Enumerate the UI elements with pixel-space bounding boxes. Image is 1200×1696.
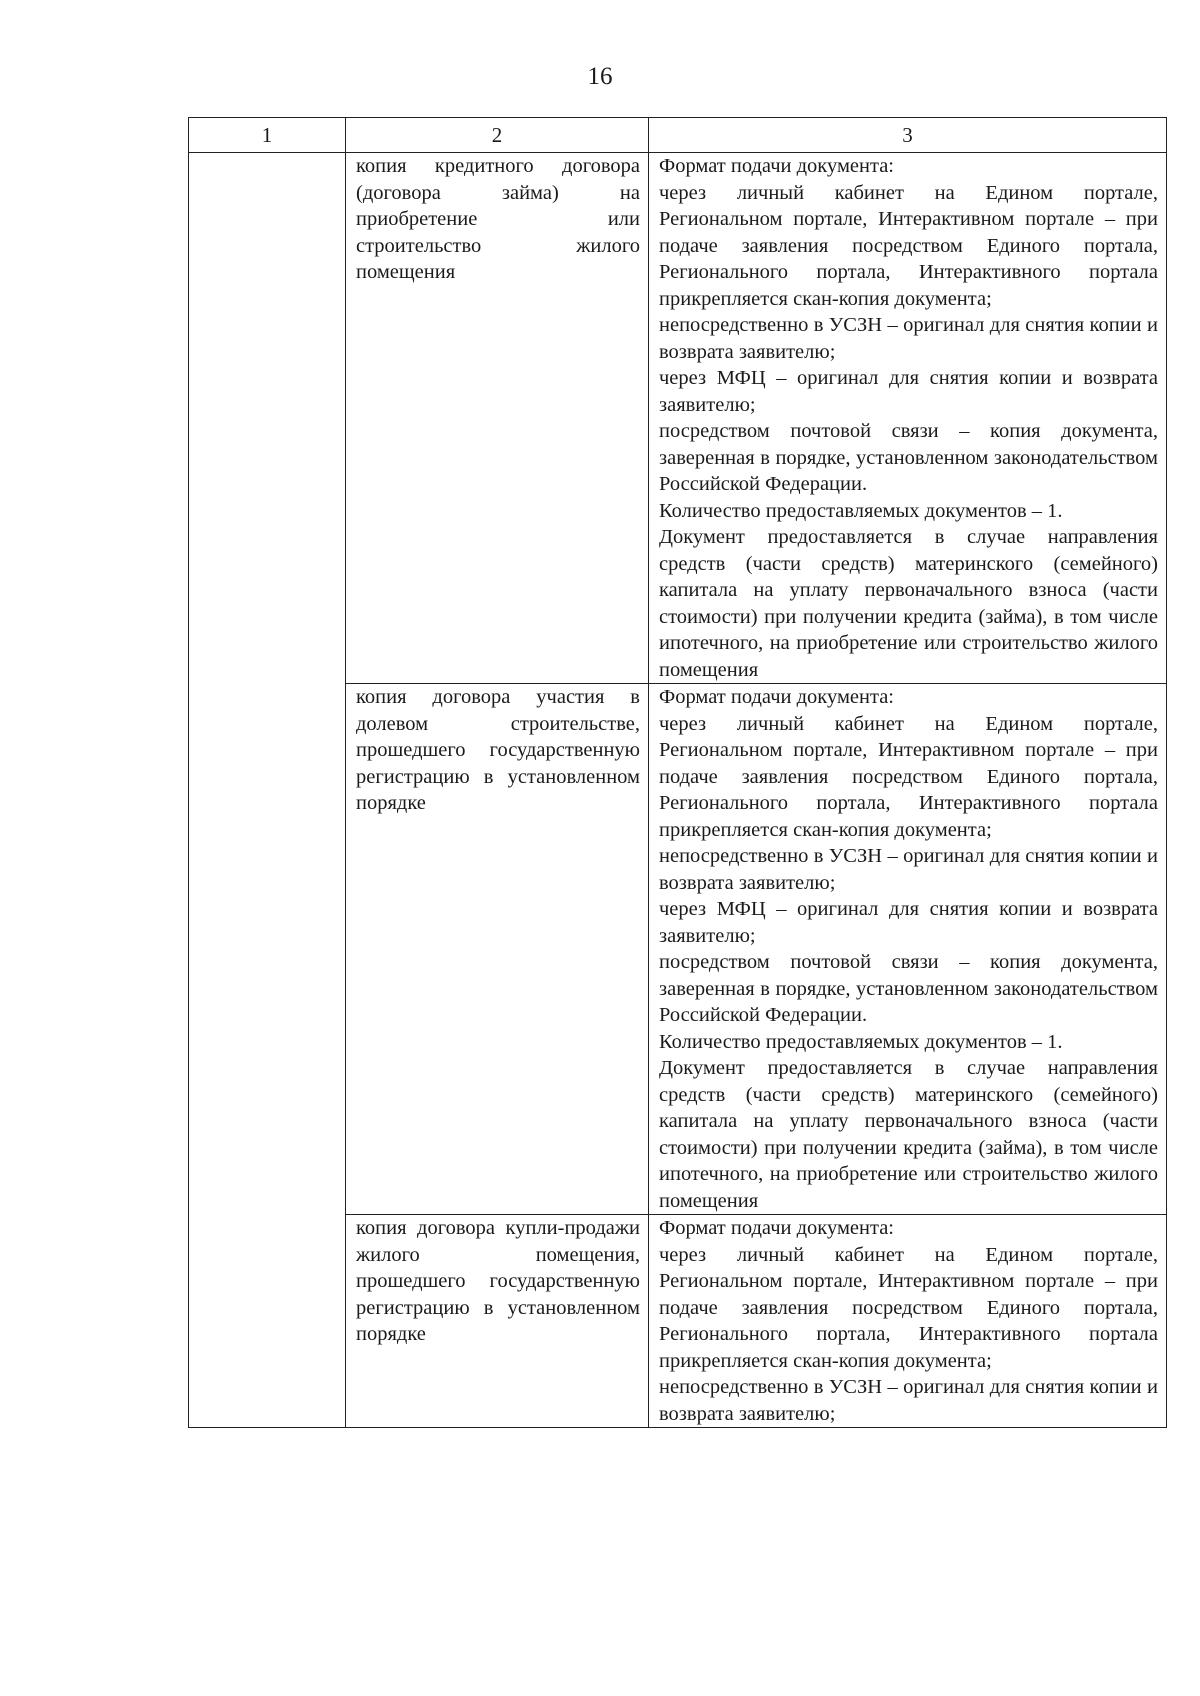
detail-paragraph: через МФЦ – оригинал для снятия копии и возврата заявителю; (659, 898, 1158, 947)
document-name: копия кредитного договора (договора займа) на приобретение или строительство жилого помещения (356, 155, 640, 283)
document-name: копия договора участия в долевом строительстве, прошедшего государственную регистрацию в установленном порядке (356, 686, 640, 814)
table-header-row (189, 118, 1167, 153)
empty-cell (189, 153, 346, 1428)
detail-paragraph: Количество предоставляемых документов – 1. (659, 1030, 1063, 1053)
column-header-2: 2 (346, 118, 649, 153)
document-name: копия договора купли-продажи жилого помещения, прошедшего государственную регистрацию в установленном порядке (356, 1217, 640, 1345)
detail-paragraph: непосредственно в УСЗН – оригинал для снятия копии и возврата заявителю; (659, 845, 1158, 894)
document-details-cell (649, 153, 1167, 684)
submission-format-heading: Формат подачи документа: (659, 686, 894, 708)
document-details-cell (649, 1215, 1167, 1428)
detail-paragraph: через личный кабинет на Едином портале, Региональном портале, Интерактивном портале – при подаче заявления посредством Единого портала, Регионального портала, Интерактивного портала прикрепляется скан-копия документа; (659, 1243, 1158, 1372)
detail-paragraph: посредством почтовой связи – копия документа, заверенная в порядке, установленном законодательством Российской Федерации. (659, 420, 1158, 495)
document-details-cell (649, 684, 1167, 1215)
document-name-cell (346, 1215, 649, 1428)
detail-paragraph: непосредственно в УСЗН – оригинал для снятия копии и возврата заявителю; (659, 314, 1158, 363)
detail-paragraph: через личный кабинет на Едином портале, Региональном портале, Интерактивном портале – при подаче заявления посредством Единого портала, Регионального портала, Интерактивного портала прикрепляется скан-копия документа; (659, 712, 1158, 841)
detail-paragraph: Количество предоставляемых документов – 1. (659, 499, 1063, 522)
detail-paragraph: посредством почтовой связи – копия документа, заверенная в порядке, установленном законодательством Российской Федерации. (659, 951, 1158, 1026)
table-row (189, 153, 1167, 684)
detail-paragraph: Документ предоставляется в случае направления средств (части средств) материнского (семейного) капитала на уплату первоначального взноса (части стоимости) при получении кредита (займа), в том числе ипотечного, на приобретение или строительство жилого помещения (659, 526, 1158, 681)
detail-paragraph: непосредственно в УСЗН – оригинал для снятия копии и возврата заявителю; (659, 1376, 1158, 1425)
page-number: 16 (587, 63, 613, 90)
document-name-cell (346, 153, 649, 684)
column-header-3: 3 (649, 118, 1167, 153)
document-name-cell (346, 684, 649, 1215)
detail-paragraph: через личный кабинет на Едином портале, Региональном портале, Интерактивном портале – при подаче заявления посредством Единого портала, Регионального портала, Интерактивного портала прикрепляется скан-копия документа; (659, 181, 1158, 310)
documents-table (188, 117, 1167, 1428)
detail-paragraph: через МФЦ – оригинал для снятия копии и возврата заявителю; (659, 367, 1158, 416)
submission-format-heading: Формат подачи документа: (659, 155, 894, 177)
column-header-1: 1 (189, 118, 346, 153)
submission-format-heading: Формат подачи документа: (659, 1217, 894, 1239)
detail-paragraph: Документ предоставляется в случае направления средств (части средств) материнского (семейного) капитала на уплату первоначального взноса (части стоимости) при получении кредита (займа), в том числе ипотечного, на приобретение или строительство жилого помещения (659, 1057, 1158, 1212)
